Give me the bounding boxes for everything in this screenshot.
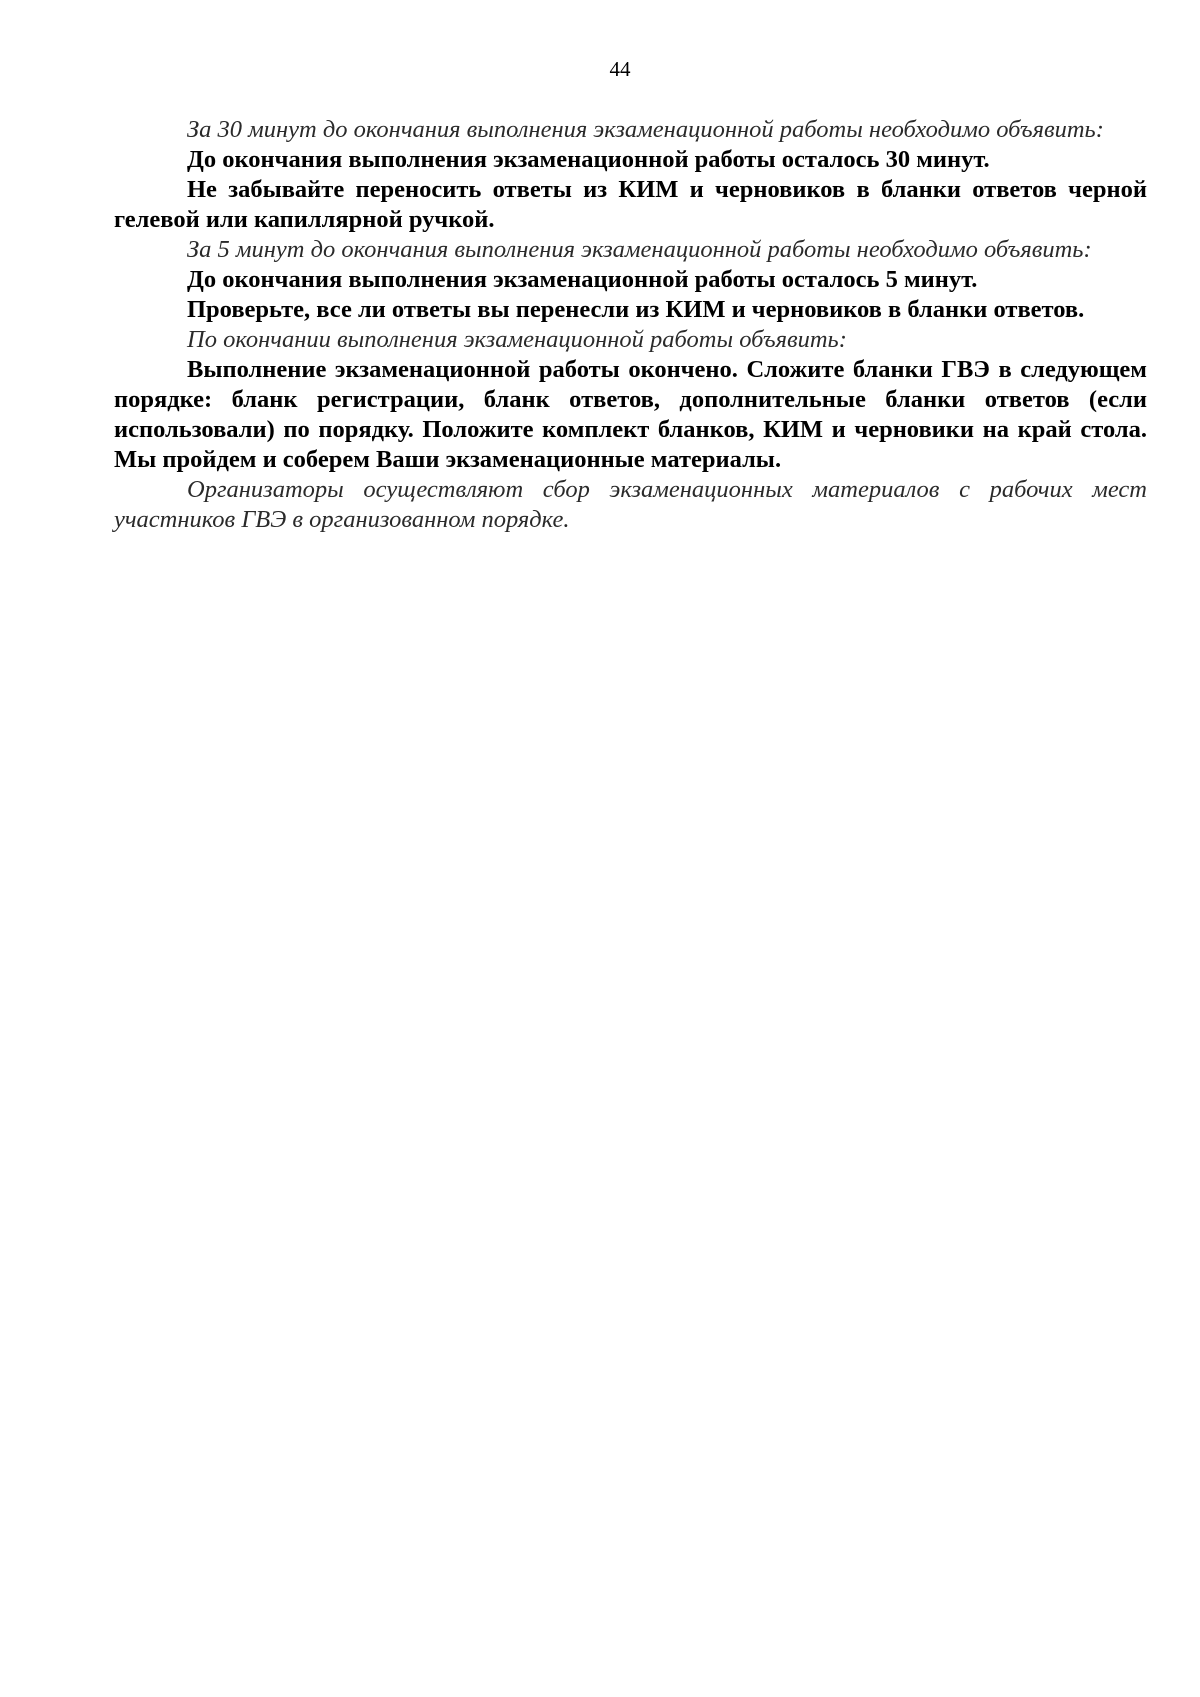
announcement-exam-finished: Выполнение экзаменационной работы окончено. Сложите бланки ГВЭ в следующем порядке: бланк регистрации, бланк ответов, дополнительные бланки ответов (если использовали) по порядку. Положите комплект бланков, КИМ и черновики на край стола. Мы пройдем и соберем Ваши экзаменационные материалы. bbox=[114, 356, 1147, 473]
instruction-5-min: За 5 минут до окончания выполнения экзаменационной работы необходимо объявить: bbox=[187, 236, 1092, 263]
page-content bbox=[114, 115, 1147, 535]
announcement-30-min-left: До окончания выполнения экзаменационной работы осталось 30 минут. bbox=[187, 146, 990, 173]
instruction-30-min: За 30 минут до окончания выполнения экзаменационной работы необходимо объявить: bbox=[187, 116, 1104, 143]
page-number: 44 bbox=[609, 57, 631, 81]
announcement-check-answers: Проверьте, все ли ответы вы перенесли из КИМ и черновиков в бланки ответов. bbox=[187, 296, 1085, 323]
announcement-5-min-left: До окончания выполнения экзаменационной работы осталось 5 минут. bbox=[187, 266, 978, 293]
announcement-transfer-answers: Не забывайте переносить ответы из КИМ и черновиков в бланки ответов черной гелевой или капиллярной ручкой. bbox=[114, 176, 1147, 233]
instruction-end: По окончании выполнения экзаменационной работы объявить: bbox=[187, 326, 847, 353]
instruction-collect-materials: Организаторы осуществляют сбор экзаменационных материалов с рабочих мест участников ГВЭ в организованном порядке. bbox=[114, 476, 1147, 533]
